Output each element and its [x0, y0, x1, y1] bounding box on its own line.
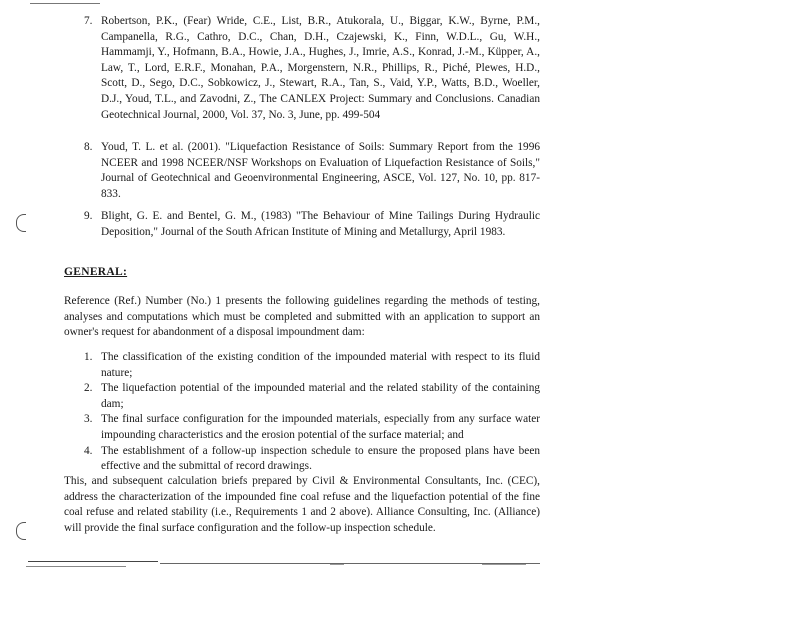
- list-item: [84, 444, 540, 475]
- list-item-text: The liquefaction potential of the impounded material and the related stability of the containing dam;: [101, 382, 540, 410]
- footer-mark: [330, 564, 344, 565]
- list-item-number: 4.: [84, 444, 93, 457]
- list-item-text: The final surface configuration for the impounded materials, especially from any surface water impounding characteristics and the erosion potential of the surface material; and: [101, 413, 540, 441]
- reference-text: Blight, G. E. and Bentel, G. M., (1983) "The Behaviour of Mine Tailings During Hydraulic Deposition," Journal of the South African Institute of Mining and Metallurgy, April 1983.: [101, 210, 540, 238]
- list-item: [84, 350, 540, 381]
- reference-item: [84, 209, 540, 240]
- list-item: [84, 412, 540, 443]
- top-rule: [30, 3, 100, 4]
- footer-rule: [28, 561, 158, 562]
- binder-hole-mark: [16, 522, 26, 540]
- intro-paragraph: Reference (Ref.) Number (No.) 1 presents the following guidelines regarding the methods of testing, analyses and computations which must be completed and submitted with an application to support an owner's request for abandonment of a disposal impoundment dam:: [64, 295, 540, 339]
- list-item-number: 3.: [84, 413, 93, 426]
- footer-rule: [26, 566, 126, 567]
- reference-number: 8.: [84, 141, 93, 153]
- reference-number: 9.: [84, 210, 93, 222]
- reference-item: [84, 140, 540, 202]
- binder-hole-mark: [16, 214, 26, 232]
- footer-mark: [482, 564, 526, 565]
- closing-paragraph: This, and subsequent calculation briefs prepared by Civil & Environmental Consultants, Inc. (CEC), address the characterization of the impounded fine coal refuse and the liquefaction potential of the fine coal refuse and related stability (i.e., Requirements 1 and 2 above). Alliance Consulting, Inc. (Alliance) will provide the final surface configuration and the follow-up inspection schedule.: [64, 475, 540, 534]
- reference-text: Youd, T. L. et al. (2001). "Liquefaction Resistance of Soils: Summary Report from the 1996 NCEER and 1998 NCEER/NSF Workshops on Evaluation of Liquefaction Resistance of Soils," Journal of Geotechnical and Geoenvironmental Engineering, ASCE, Vol. 127, No. 10, pp. 817-833.: [101, 141, 540, 200]
- list-item-text: The classification of the existing condition of the impounded material with respect to its fluid nature;: [101, 351, 540, 379]
- list-item-text: The establishment of a follow-up inspection schedule to ensure the proposed plans have been effective and the submittal of record drawings.: [101, 444, 540, 473]
- list-item-number: 2.: [84, 382, 93, 395]
- reference-text: Robertson, P.K., (Fear) Wride, C.E., List, B.R., Atukorala, U., Biggar, K.W., Byrne, P.M., Campanella, R.G., Cathro, D.C., Chan, D.H., Czajewski, K., Finn, W.D.L., Gu, W.H., Hammamji, Y., Hofmann, B.A., Howie, J.A., Hughes, J., Imrie, A.S., Konrad, J.-M., Küpper, A., Law, T., Lord, E.R.F., Monahan, P.A., Morgenstern, N.R., Phillips, R., Piché, Plewes, H.D., Scott, D., Sego, D.C., Sobkowicz, J., Stewart, R.A., Tan, S., Vaid, Y.P., Watts, B.D., Woeller, D.J., Youd, T.L., and Zavodni, Z., The CANLEX Project: Summary and Conclusions. Canadian Geotechnical Journal, 2000, Vol. 37, No. 3, June, pp. 499-504: [101, 15, 540, 121]
- reference-number: 7.: [84, 15, 93, 27]
- list-item: [84, 381, 540, 412]
- reference-item: [84, 14, 540, 123]
- list-item-number: 1.: [84, 351, 93, 363]
- section-heading: GENERAL:: [64, 266, 128, 278]
- requirements-list: [84, 350, 540, 475]
